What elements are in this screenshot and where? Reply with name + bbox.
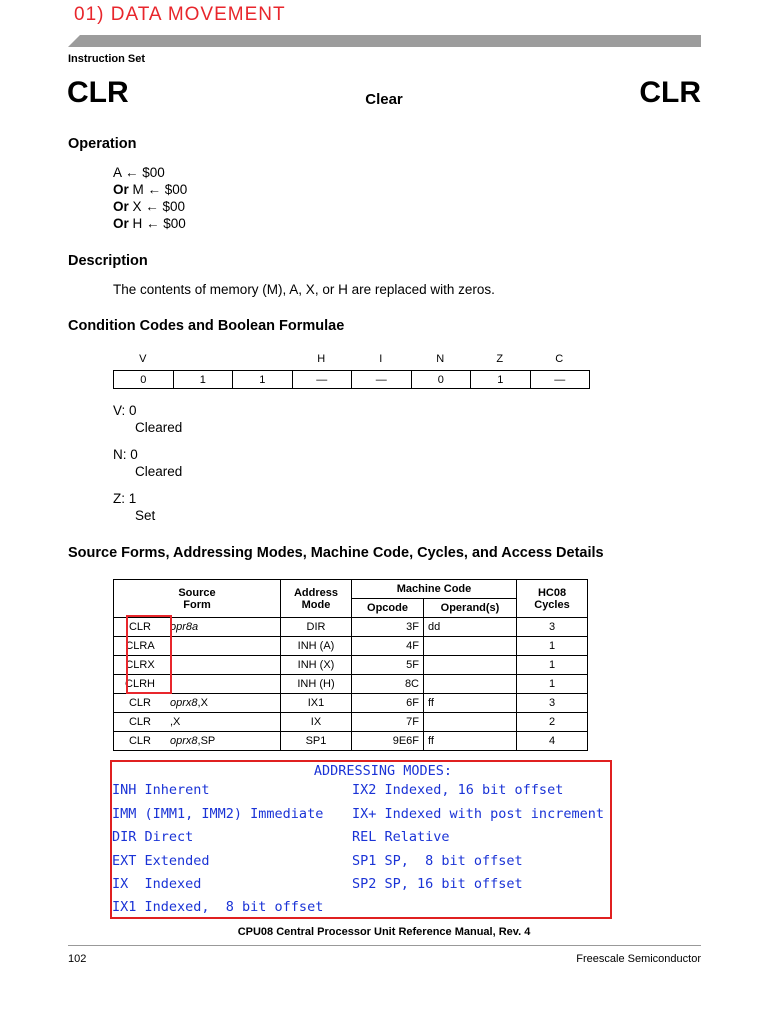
mode-entry: SP2 SP, 16 bit offset: [352, 876, 523, 892]
ccr-values: [113, 370, 590, 389]
mode-entry: DIR Direct: [112, 829, 194, 845]
ccr-label: [232, 351, 292, 367]
table-row: CLRA INH (A) 4F 1: [114, 637, 588, 656]
ccr-labels: [113, 351, 589, 367]
col-machine-code: Machine Code: [352, 580, 517, 599]
ccr-label: N: [436, 353, 445, 365]
ccr-value: —: [352, 371, 412, 389]
condition-codes-heading: Condition Codes and Boolean Formulae: [68, 318, 345, 334]
mnemonic-left: CLR: [67, 76, 129, 109]
table-row: CLR ,X IX 7F 2: [114, 713, 588, 732]
source-forms-table: [113, 579, 588, 751]
mnemonic-right: CLR: [639, 76, 701, 109]
ccr-label: I: [379, 353, 383, 365]
flag-n: N: 0 Cleared: [113, 447, 183, 479]
col-source: Source Form: [114, 580, 281, 618]
flag-v: V: 0 Cleared: [113, 403, 183, 435]
operation-line: Or M ← $00: [113, 182, 188, 197]
table-row: CLR opr8a DIR 3F dd 3: [114, 618, 588, 637]
mode-entry: INH Inherent: [112, 782, 210, 798]
ccr-value: 0: [114, 371, 174, 389]
col-cycles: HC08 Cycles: [517, 580, 588, 618]
addressing-modes-title: ADDRESSING MODES:: [313, 763, 452, 779]
ccr-label: Z: [496, 353, 504, 365]
instruction-name: Clear: [365, 91, 403, 108]
mode-entry: REL Relative: [352, 829, 450, 845]
col-address-mode: Address Mode: [281, 580, 352, 618]
mode-entry: IX2 Indexed, 16 bit offset: [352, 782, 564, 798]
ccr-value: 1: [471, 371, 531, 389]
mode-entry: IX Indexed: [112, 876, 202, 892]
chapter-title: 01) DATA MOVEMENT: [74, 4, 286, 25]
col-opcode: Opcode: [352, 599, 424, 618]
footer-rule: [68, 945, 701, 946]
ccr-value: 0: [411, 371, 471, 389]
table-row: CLR oprx8,X IX1 6F ff 3: [114, 694, 588, 713]
addressing-modes-box: [110, 760, 612, 919]
operation-line: Or H ← $00: [113, 216, 186, 231]
operation-heading: Operation: [68, 136, 137, 152]
footer-title: CPU08 Central Processor Unit Reference Manual, Rev. 4: [237, 926, 531, 938]
ccr-value: 1: [173, 371, 233, 389]
mnemonic-highlight-box: [126, 615, 172, 694]
mode-entry: EXT Extended: [112, 853, 210, 869]
description-heading: Description: [68, 253, 148, 269]
ccr-value: —: [292, 371, 352, 389]
flag-z: Z: 1 Set: [113, 491, 156, 523]
table-row: CLRH INH (H) 8C 1: [114, 675, 588, 694]
ccr-value: —: [530, 371, 590, 389]
source-forms-heading: Source Forms, Addressing Modes, Machine Code, Cycles, and Access Details: [68, 545, 604, 561]
col-operand: Operand(s): [424, 599, 517, 618]
mode-entry: IX+ Indexed with post increment: [352, 806, 604, 822]
mode-entry: IX1 Indexed, 8 bit offset: [112, 899, 324, 915]
mode-entry: IMM (IMM1, IMM2) Immediate: [112, 806, 324, 822]
table-row: CLR oprx8,SP SP1 9E6F ff 4: [114, 732, 588, 751]
ccr-label: H: [317, 353, 326, 365]
operation-line: A ← $00: [113, 165, 165, 180]
operation-lines: [113, 164, 187, 232]
ccr-value: 1: [233, 371, 293, 389]
page-number: 102: [68, 953, 87, 965]
mode-entry: SP1 SP, 8 bit offset: [352, 853, 523, 869]
table-row: CLRX INH (X) 5F 1: [114, 656, 588, 675]
ccr-label: [173, 351, 233, 367]
ccr-label: V: [139, 353, 147, 365]
ccr-label: C: [555, 353, 564, 365]
footer-publisher: Freescale Semiconductor: [576, 953, 701, 965]
operation-line: Or X ← $00: [113, 199, 186, 214]
description-text: The contents of memory (M), A, X, or H are replaced with zeros.: [113, 282, 495, 297]
header-rule-bar: [68, 35, 701, 47]
section-label: Instruction Set: [68, 53, 146, 65]
